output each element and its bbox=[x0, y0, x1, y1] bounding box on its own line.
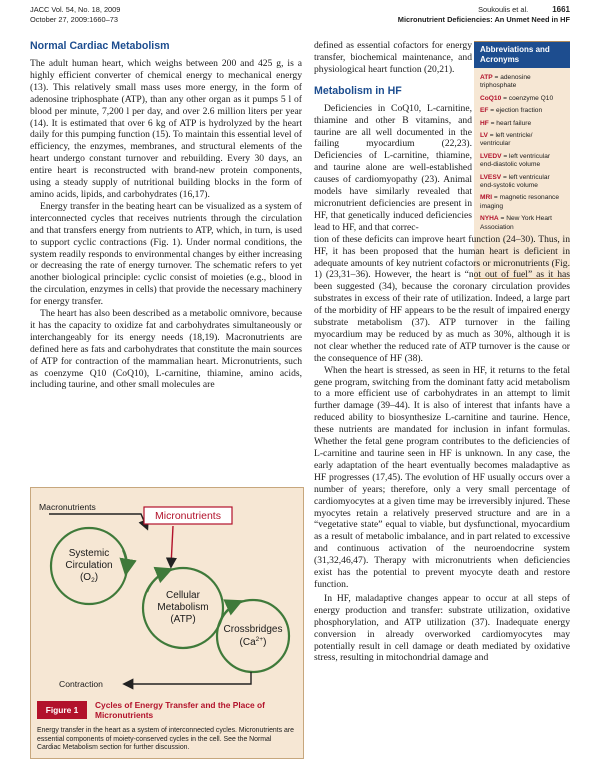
figure-caption: Energy transfer in the heart as a system of interconnected cycles. Micronutrients are essential components of moiety-conserved cycles in the cell. See the Normal Cardiac Metabolism section for further discussion. bbox=[37, 727, 294, 752]
running-header-right bbox=[398, 5, 570, 24]
label-contraction: Contraction bbox=[59, 679, 103, 689]
paragraph: defined as essential cofactors for energy transfer, biochemical maintenance, and physiological heart function (20,21). bbox=[314, 40, 472, 75]
paragraph: The heart has also been described as a metabolic omnivore, because it has the capacity to oxidize fat and carbohydrates simultaneously or interchangeably for its energy needs (18,19). Macronutrients are defined here as fats and carbohydrates that constitute the main sources of ATP for contraction of the mammalian heart. Micronutrients, such as coenzyme Q10 (CoQ10), L-carnitine, thiamine, amino acids, including taurine, and other small molecules are bbox=[30, 308, 302, 391]
paragraph: Energy transfer in the beating heart can be visualized as a system of interconnected cycles that receives nutrients through the circulation and that transfers energy from nutrients to ATP, which, in turn, is used to support cyclic contractions (Fig. 1). Under normal conditions, the system readily responds to environmental changes by either increasing or decreasing the rate of energy turnover. The schematic refers to yet another biological principle: cyclic consist of moieties (e.g., blood in the circulation, enzymes in cells) that provide the necessary machinery for energy transfer. bbox=[30, 200, 302, 308]
abbreviation-definition: = magnetic resonance imaging bbox=[480, 194, 559, 210]
page-number: 1661 bbox=[552, 5, 570, 14]
abbreviation-key: LV bbox=[480, 132, 488, 140]
label-o2: $(O_2)$ bbox=[79, 572, 99, 584]
label-crossbridges: Crossbridges bbox=[223, 624, 283, 635]
label-ca: $(Ca^{2+})$ bbox=[239, 636, 267, 648]
running-header-left bbox=[30, 5, 120, 24]
abbreviation-definition: = left ventricular end-diastolic volume bbox=[480, 152, 551, 169]
abbreviation-definition: = adenosine triphosphate bbox=[480, 74, 531, 90]
label-atp: (ATP) bbox=[170, 614, 196, 625]
authors: Soukoulis et al. bbox=[478, 5, 529, 14]
abbreviation-key: HF bbox=[480, 119, 489, 127]
label-circulation: Circulation bbox=[65, 560, 113, 571]
issue-date: October 27, 2009:1660–73 bbox=[30, 14, 118, 24]
right-column bbox=[314, 40, 570, 664]
label-cellular: Cellular bbox=[166, 590, 200, 601]
figure-diagram bbox=[31, 488, 303, 698]
abbreviation-definition: = left ventricle/ ventricular bbox=[480, 132, 533, 148]
paragraph: In HF, maladaptive changes appear to occur at all steps of energy production and transfer: substrate utilization, oxidative phosphorylation, and ATP utilization (37). Inadequate energy conversion in already overworked cardiomyocytes may potentially result in cell damage or death mediated by oxidative stress, resulting in mitochondrial damage and bbox=[314, 592, 570, 664]
paragraph: Deficiencies in CoQ10, L-carnitine, thiamine and other B vitamins, and taurine are all well documented in the failing myocardium (22,23). Deficiencies of L-carnitine, thiamine, and taurine alone are well-established causes of cardiomyopathy (23). Animal models have similarly revealed that micronutrient deficiencies are present in HF, that genetically induced deficiencies lead to HF, and that correc- bbox=[314, 102, 472, 233]
abbreviation-definition: = heart failure bbox=[488, 119, 532, 127]
figure-tag: Figure 1 bbox=[37, 701, 87, 719]
abbreviations-title: Abbreviations and Acronyms bbox=[474, 42, 570, 68]
label-metabolism: Metabolism bbox=[157, 602, 209, 613]
contraction-arrow bbox=[125, 672, 251, 684]
abbreviation-key: NYHA bbox=[480, 215, 499, 223]
abbreviation-key: LVESV bbox=[480, 173, 502, 181]
abbreviation-definition: = coenzyme Q10 bbox=[501, 94, 554, 102]
abbreviation-key: EF bbox=[480, 107, 489, 115]
label-systemic: Systemic bbox=[68, 548, 110, 559]
section-heading-normal-metabolism: Normal Cardiac Metabolism bbox=[30, 40, 170, 52]
paragraph: When the heart is stressed, as seen in HF, it returns to the fetal gene program, switching from the dominant fatty acid metabolism to a more efficient use of carbohydrates in an attempt to limit further damage (39–44). It is also of interest that infants have a reduced ability to biosynthesize L-carnitine and taurine. Hence, these nutrients are mandated for inclusion in infant formulas. Whether the fetal gene program contributes to the deficiencies of L-carnitine and taurine seen in HF is unknown. In any case, the early adaptation of the heart eventually becomes maladaptive as HF progresses (17,45). The evolution of HF usually occurs over a number of years; therefore, only a very small percentage of cardiomyocytes at a given time may be irreversibly injured. These myocytes retain a relatively preserved structure and are in a “vegetative state” equal to viable, but dysfunctional, myocardium as a result of metabolic imbalance, and in part related to excessive and continuous activation of the neuroendocrine system (31,32,46,47). Therapy with micronutrients when deficiencies exist has the potential to prevent myocyte death and restore function. bbox=[314, 364, 570, 590]
paragraph: tion of these deficits can improve heart function (24–30). Thus, in HF, it has been proposed that the human heart is deficient in adequate amounts of key nutrient cofactors or micronutrients (Fig. 1) (23,31–36). However, the heart is “not out of fuel” as it has been suggested (34), because the coronary circulation provides substrates in excess of their rate of utilization. Indeed, a large part of the morbidity of HF appears to be the result of impaired energy substrate metabolism (37). ATP turnover in the failing myocardium may be reduced by as much as 30%, although it is not clear whether the reduced rate of ATP turnover is the cause or the consequence of HF (38). bbox=[314, 233, 570, 364]
macronutrients-arrow bbox=[49, 514, 147, 528]
journal-citation: JACC Vol. 54, No. 18, 2009 bbox=[30, 5, 121, 14]
abbreviation-key: CoQ10 bbox=[480, 94, 502, 102]
running-title: Micronutrient Deficiencies: An Unmet Need in HF bbox=[397, 14, 570, 24]
label-micronutrients: Micronutrients bbox=[155, 510, 221, 522]
left-column bbox=[30, 40, 302, 391]
abbreviation-key: LVEDV bbox=[480, 152, 502, 160]
paragraph: The adult human heart, which weighs between 200 and 425 g, is a highly efficient converter of chemical energy to mechanical energy (13). This relatively small mass uses more energy, in the form of adenosine triphosphate (ATP), than any other organ as it pumps 5 l of blood per minute, 7,200 l per day, and over 2.6 million liters per year (14). It is estimated that over 6 kg of ATP is hydrolyzed by the heart daily for this pumping function (15). To maintain this essential level of efficiency, the enzymes, membranes, and structural elements of the heart undergo constant turnover and rebuilding. Every 30 days, an entire heart is reconstructed with brand-new protein components, using a steady supply of nutritional building blocks in the form of amino acids, lipids, and carbohydrates (16,17). bbox=[30, 58, 302, 200]
abbreviation-key: MRI bbox=[480, 194, 493, 202]
abbreviation-definition: = left ventricular end-systolic volume bbox=[480, 173, 550, 190]
abbreviation-key: ATP bbox=[480, 74, 493, 81]
label-macronutrients: Macronutrients bbox=[39, 502, 96, 512]
figure-title: Cycles of Energy Transfer and the Place of Micronutrients bbox=[95, 700, 265, 720]
abbreviation-definition: = New York Heart Association bbox=[480, 215, 553, 231]
figure-1 bbox=[30, 487, 304, 759]
micronutrients-arrow bbox=[171, 526, 173, 566]
section-heading-metabolism-hf: Metabolism in HF bbox=[314, 84, 402, 97]
cellular-cycle-arrow bbox=[147, 570, 169, 592]
abbreviation-definition: = ejection fraction bbox=[488, 107, 543, 115]
